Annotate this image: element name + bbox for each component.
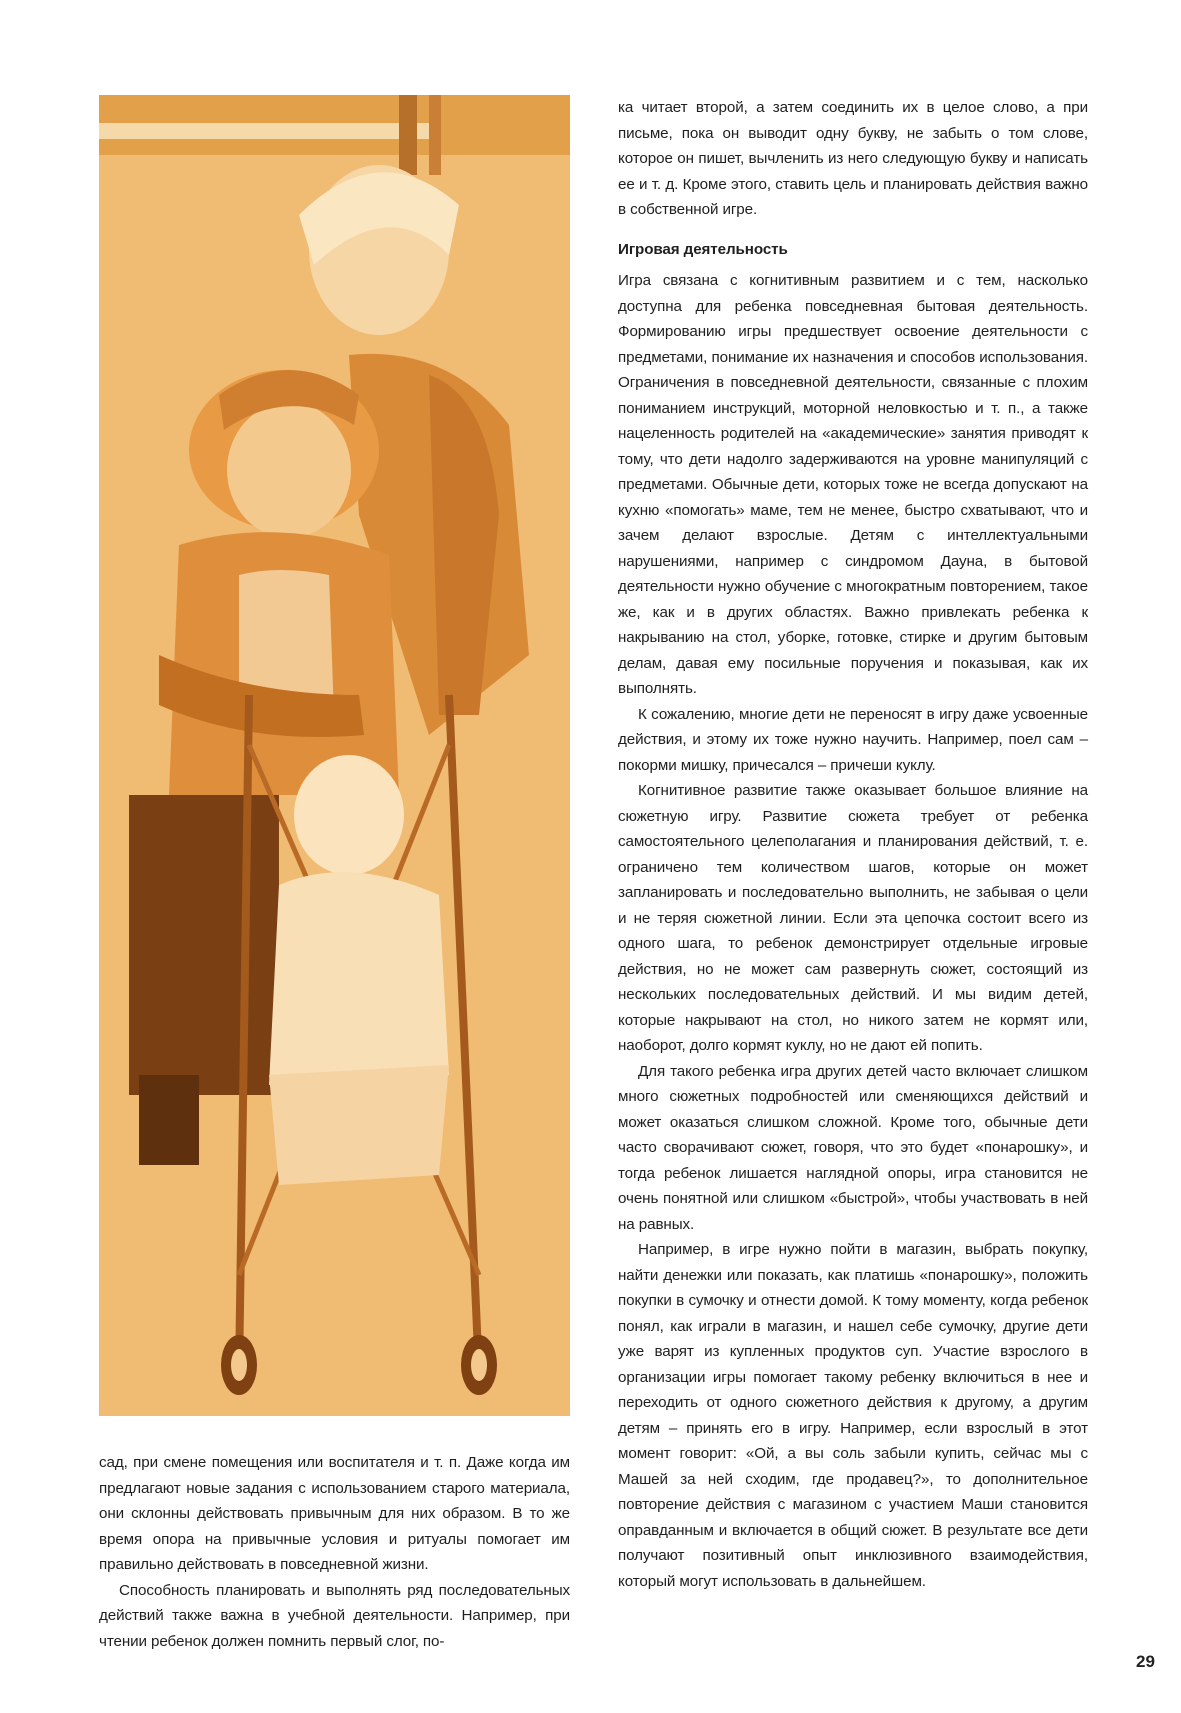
paragraph: сад, при смене помещения или воспитателя и т. п. Даже когда им предлагают новые задания с использованием старого материала, они склонны действовать привычным для них образом. В то же время опора на привычные условия и ритуалы помогает им правильно действовать в повседневной жизни. [99, 1454, 570, 1573]
page-number: 29 [1136, 1652, 1155, 1671]
paragraph: Игра связана с когнитивным развитием и с тем, насколько доступна для ребенка повседневная бытовая деятельность. Формированию игры предшествует освоение деятельности с предметами, понимание их назначения и способов использования. Ограничения в повседневной деятельности, связанные с плохим пониманием инструкций, моторной неловкостью и т. п., а также нацеленность родителей на «академические» занятия приводят к тому, что дети надолго задерживаются на уровне манипуляций с предметами. Обычные дети, которых тоже не всегда допускают на кухню «помогать» маме, тем не менее, быстро схватывают, что и зачем делают взрослые. Детям с интеллектуальными нарушениями, например с синдромом Дауна, в бытовой деятельности нужно обучение с многократным повторением, такое же, как и в других областях. Важно привлекать ребенка к накрыванию на стол, уборке, готовке, стирке и другим бытовым делам, давая ему посильные поручения и показывая, как их выполнять. [618, 272, 1088, 697]
left-text-column [99, 1450, 570, 1654]
right-text-column [618, 95, 1088, 1594]
paragraph: Например, в игре нужно пойти в магазин, выбрать покупку, найти денежки или показать, как платишь «понарошку», положить покупки в сумочку и отнести домой. К тому моменту, когда ребенок понял, как играли в магазин, и нашел себе сумочку, другие дети уже варят из купленных продуктов суп. Участие взрослого в организации игры помогает такому ребенку включиться в нее и переходить от одного сюжетного действия к другому, а другим детям – принять его в игру. Например, если взрослый в этот момент говорит: «Ой, а вы соль забыли купить, сейчас мы с Машей за ней сходим, где продавец?», то дополнительное повторение действия с магазином с участием Маши становится оправданным и включается в общий сюжет. В результате все дети получают позитивный опыт инклюзивного взаимодействия, который могут использовать в дальнейшем. [618, 1241, 1088, 1590]
paragraph: К сожалению, многие дети не переносят в игру даже усвоенные действия, и этому их тоже нужно научить. Например, поел сам – покорми мишку, причесался – причеши куклу. [618, 705, 1088, 774]
paragraph: Способность планировать и выполнять ряд последовательных действий также важна в учебной деятельности. Например, при чтении ребенок должен помнить первый слог, по- [99, 1581, 570, 1650]
paragraph: Для такого ребенка игра других детей часто включает слишком много сюжетных подробностей или сменяющихся действий и может оказаться слишком сложной. Кроме того, обычные дети часто сворачивают сюжет, говоря, что это будет «понарошку», и тогда ребенок лишается наглядной опоры, игра становится не очень понятной или слишком «быстрой», чтобы участвовать в ней на равных. [618, 1062, 1088, 1233]
paragraph: Когнитивное развитие также оказывает большое влияние на сюжетную игру. Развитие сюжета требует от ребенка самостоятельного целеполагания и планирования действий, т. е. ограничено тем количеством шагов, которые он может запланировать и последовательно выполнить, не забывая о цели и не теряя сюжетной линии. Если эта цепочка состоит всего из одного шага, то ребенок демонстрирует отдельные игровые действия, но не может сам развернуть сюжет, состоящий из нескольких последовательных действий. И мы видим детей, которые накрывают на стол, но никого затем не кормят или, наоборот, долго кормят куклу, но не дают ей попить. [618, 782, 1088, 1054]
section-heading: Игровая деятельность [618, 240, 788, 258]
photo-children-with-doll-stroller [99, 95, 570, 1416]
paragraph-intro: ка читает второй, а затем соединить их в целое слово, а при письме, пока он выводит одну букву, не забыть о том слове, которое он пишет, вычленить из него следующую букву и написать ее и т. д. Кроме этого, ставить цель и планировать действия важно в собственной игре. [618, 99, 1088, 218]
photo-illustration [99, 95, 570, 1416]
